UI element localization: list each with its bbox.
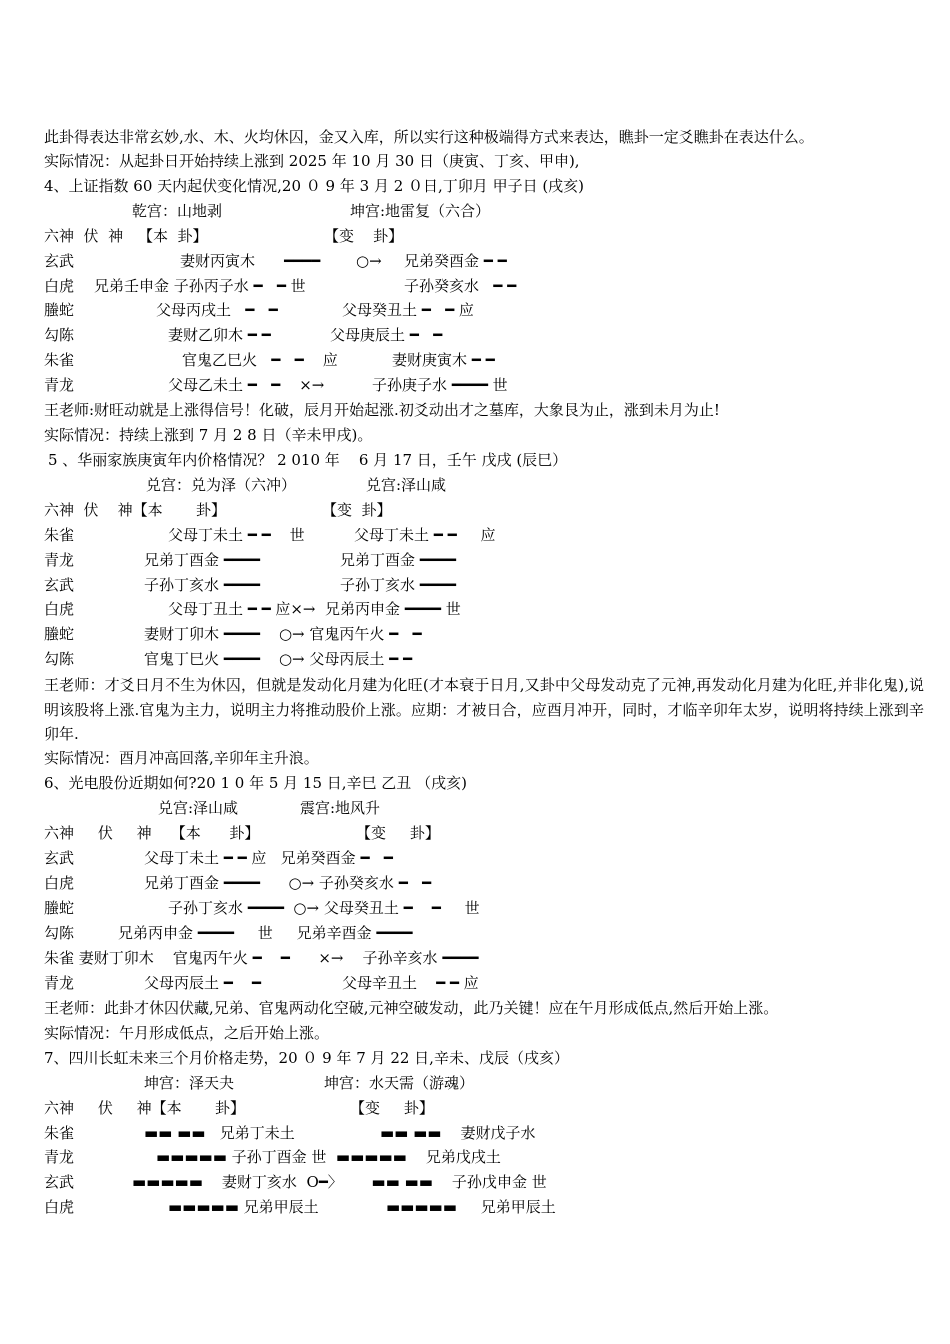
text-segment: ▬▬▬▬▬ 兄弟甲辰土 [386, 1198, 556, 1216]
text-segment: 5 、华丽家族庚寅年内价格情况？ 2 010 年 6 月 17 日，壬午 戊戌 (辰巳） [48, 451, 568, 469]
text-segment: 勾陈 [44, 924, 75, 942]
text-segment: 兄弟壬申金 子孙丙子水 ━ ━ 世 [94, 277, 306, 295]
text-segment: 【变 卦】 [356, 824, 440, 842]
text-segment: 【变 卦】 [324, 227, 404, 245]
text-segment: ▬▬▬▬▬ 兄弟甲辰土 [168, 1198, 319, 1216]
text-segment: 父母丁未土 ━ ━ 世 [168, 526, 305, 544]
text-segment: 子孙丁亥水 ━━━━ ○→ 父母癸丑土 ━ ━ 世 [168, 899, 480, 917]
text-segment: 白虎 [44, 277, 75, 295]
text-segment: 子孙癸亥水 ━ ━ [404, 277, 517, 295]
text-segment: 青龙 [44, 551, 75, 569]
text-segment: 实际情况：持续上涨到 7 月 2 8 日（辛未甲戌)。 [44, 426, 373, 444]
text-segment: 4、上证指数 60 天内起伏变化情况,20 ０ 9 年 3 月 2 ０日,丁卯月 甲子日 (戌亥) [44, 177, 585, 195]
text-segment: ▬▬▬▬▬ 子孙丁酉金 世 ▬▬▬▬▬ 兄弟戊戌土 [156, 1148, 501, 1166]
text-segment: 父母丙戌土 ━ ━ [156, 301, 278, 319]
commentary-paragraph: 王老师：才爻日月不生为休囚，但就是发动化月建为化旺(才本衰于日月,又卦中父母发动克了元神,再发动化月建为化旺,并非化鬼),说明该股将上涨.官鬼为主力，说明主力将推动股价上涨。应期：才被日合，应酉月冲开，同时，才临辛卯年太岁，说明将持续上涨到辛卯年. [44, 676, 924, 743]
text-segment: 勾陈 [44, 650, 75, 668]
text-segment: 青龙 [44, 1148, 75, 1166]
text-segment: 子孙丁亥水 ━━━━ [340, 576, 456, 594]
text-segment: 朱雀 [44, 351, 75, 369]
text-segment: 父母庚辰土 ━ ━ [330, 326, 443, 344]
text-segment: 坤宫：泽天夬 [144, 1074, 235, 1092]
text-segment: 兄弟癸酉金 ━ ━ [404, 252, 507, 270]
text-segment: 兄弟丁酉金 ━━━━ ○→ 子孙癸亥水 ━ ━ [144, 874, 432, 892]
text-segment: 王老师：此卦才休囚伏藏,兄弟、官鬼两动化空破,元神空破发动，此乃关键！应在午月形成低点,然后开始上涨。 [44, 999, 779, 1017]
text-segment: 乾宫：山地剥 [132, 202, 223, 220]
text-segment: 子孙丁亥水 ━━━━ [144, 576, 260, 594]
text-segment: 妻财乙卯木 ━ ━ [168, 326, 271, 344]
text-segment: 震宫:地风升 [300, 799, 381, 817]
text-segment: 父母丁丑土 ━ ━ 应×→ 兄弟丙申金 ━━━━ 世 [168, 600, 461, 618]
text-segment: 实际情况：午月形成低点，之后开始上涨。 [44, 1024, 330, 1042]
text-segment: 父母丙辰土 ━ ━ [144, 974, 261, 992]
text-segment: 朱雀 [44, 526, 75, 544]
text-segment: 父母丁未土 ━ ━ 应 兄弟癸酉金 ━ ━ [144, 849, 393, 867]
text-segment: 【本 卦】 [138, 227, 208, 245]
text-segment: 7、四川长虹未来三个月价格走势，20 ０ 9 年 7 月 22 日,辛未、戊辰（戌亥） [44, 1049, 569, 1067]
text-segment: 王老师:财旺动就是上涨得信号！化破，辰月开始起涨.初爻动出才之墓库，大象艮为止，涨到未月为止! [44, 401, 720, 419]
text-segment: 妻财庚寅木 ━ ━ [392, 351, 495, 369]
text-segment: 兑宫:泽山咸 [158, 799, 239, 817]
text-segment: 勾陈 [44, 326, 75, 344]
text-segment: 父母辛丑土 ━ ━ 应 [342, 974, 479, 992]
text-segment: 白虎 [44, 600, 75, 618]
text-segment: 螣蛇 [44, 301, 75, 319]
text-segment: 玄武 [44, 576, 75, 594]
text-segment: 坤宫:地雷复（六合） [350, 202, 491, 220]
text-segment: ○→ [356, 252, 382, 270]
text-segment: 朱雀 [44, 1124, 75, 1142]
text-segment: 六神 伏 神【本 卦】 [44, 1099, 246, 1117]
text-segment: 玄武 [44, 849, 75, 867]
text-segment: 六神 伏 神【本 卦】 [44, 501, 226, 519]
text-segment: 兄弟丁酉金 ━━━━ [144, 551, 260, 569]
text-segment: 官鬼丁巳火 ━━━━ ○→ 父母丙辰土 ━ ━ [144, 650, 412, 668]
text-segment: 父母癸丑土 ━ ━ 应 [342, 301, 474, 319]
text-segment: 玄武 [44, 1173, 75, 1191]
text-segment: ▬▬▬▬▬ 妻财丁亥水 O━〉 ▬▬ ▬▬ 子孙戊申金 世 [132, 1173, 547, 1191]
text-segment: 官鬼乙巳火 ━ ━ 应 [182, 351, 338, 369]
text-segment: 妻财丙寅木 [180, 252, 256, 270]
text-segment: ━━━━ [284, 252, 321, 270]
text-segment: 朱雀 妻财丁卯木 官鬼丙午火 ━ ━ ×→ 子孙辛亥水 ━━━━ [44, 949, 479, 967]
text-segment: 实际情况：从起卦日开始持续上涨到 2025 年 10 月 30 日（庚寅、丁亥、甲申), [44, 152, 580, 170]
text-segment: 子孙庚子水 ━━━━ 世 [372, 376, 508, 394]
text-segment: 妻财丁卯木 ━━━━ ○→ 官鬼丙午火 ━ ━ [144, 625, 422, 643]
text-segment: 父母丁未土 ━ ━ 应 [354, 526, 496, 544]
text-segment: 【变 卦】 [322, 501, 392, 519]
text-segment: 兄弟丁酉金 ━━━━ [340, 551, 456, 569]
text-segment: 螣蛇 [44, 625, 75, 643]
text-segment: 白虎 [44, 1198, 75, 1216]
text-segment: 父母乙未土 ━ ━ ×→ [168, 376, 325, 394]
text-segment: 兑宫：兑为泽（六冲） [146, 476, 297, 494]
text-segment: 六神 伏 神 【本 卦】 [44, 824, 260, 842]
text-segment: 此卦得表达非常玄妙,水、木、火均休囚，金又入库，所以实行这种极端得方式来表达，瞧卦一定爻瞧卦在表达什么。 [44, 128, 814, 146]
text-segment: 螣蛇 [44, 899, 75, 917]
text-segment: 坤宫：水天需（游魂） [324, 1074, 475, 1092]
text-segment: 6、光电股份近期如何?20 1 0 年 5 月 15 日,辛巳 乙丑 （戌亥) [44, 774, 467, 792]
text-segment: 兄弟丙申金 ━━━━ 世 兄弟辛酉金 ━━━━ [118, 924, 413, 942]
text-segment: 实际情况：酉月冲高回落,辛卯年主升浪。 [44, 749, 319, 767]
text-segment: 青龙 [44, 974, 75, 992]
text-segment: 青龙 [44, 376, 75, 394]
text-segment: 白虎 [44, 874, 75, 892]
text-segment: 玄武 [44, 252, 75, 270]
text-segment: 六神 伏 神 [44, 227, 124, 245]
text-segment: 【变 卦】 [350, 1099, 434, 1117]
text-segment: 兑宫:泽山咸 [366, 476, 447, 494]
text-segment: ▬▬ ▬▬ 妻财戊子水 [380, 1124, 536, 1142]
text-segment: ▬▬ ▬▬ 兄弟丁未土 [144, 1124, 295, 1142]
